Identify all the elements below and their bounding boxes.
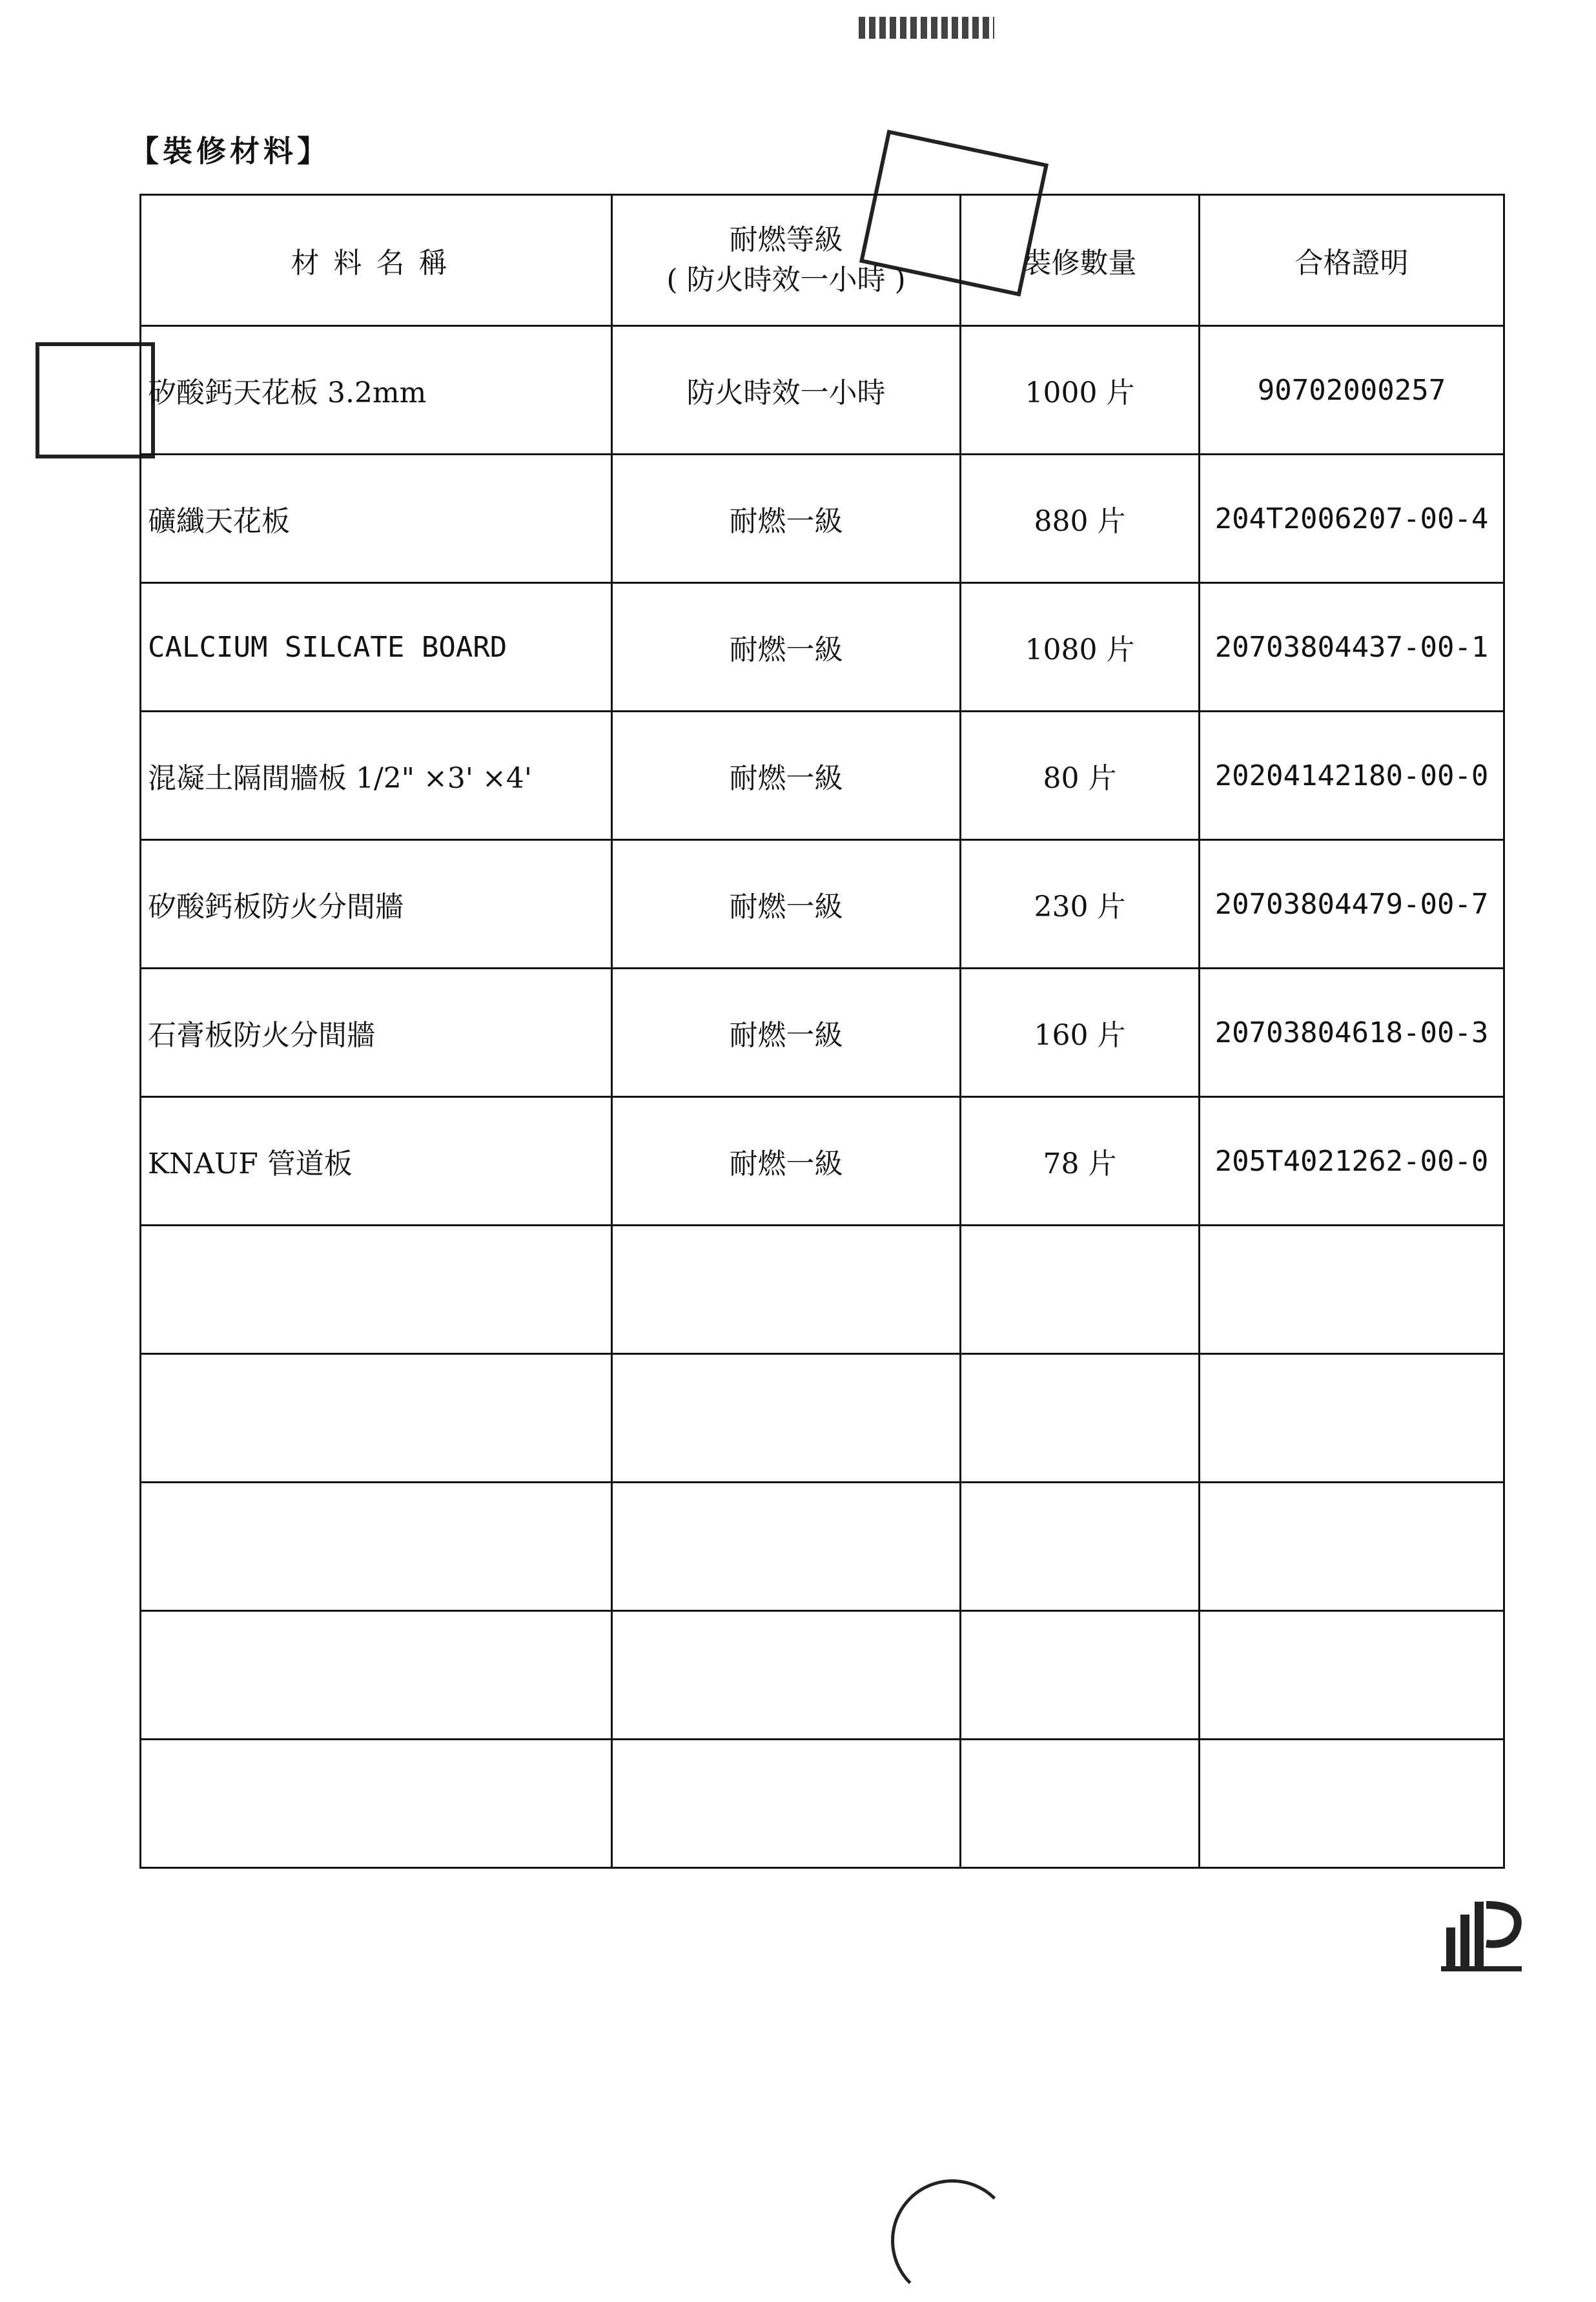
row-name: KNAUF 管道板 bbox=[141, 1097, 612, 1226]
empty-cell bbox=[612, 1740, 961, 1868]
header-material-name-label: 材料名稱 bbox=[291, 247, 462, 280]
table-row bbox=[141, 583, 1504, 712]
empty-row bbox=[141, 1483, 1504, 1611]
empty-cell bbox=[1200, 1354, 1504, 1483]
empty-cell bbox=[1200, 1483, 1504, 1611]
table-row bbox=[141, 840, 1504, 969]
row-name: CALCIUM SILCATE BOARD bbox=[141, 583, 612, 712]
empty-cell bbox=[141, 1226, 612, 1354]
section-title: 【裝修材料】 bbox=[129, 134, 331, 169]
row-name: 石膏板防火分間牆 bbox=[141, 969, 612, 1097]
row-grade: 耐燃一級 bbox=[612, 583, 961, 712]
row-grade: 耐燃一級 bbox=[612, 969, 961, 1097]
row-quantity: 1080 片 bbox=[961, 583, 1200, 712]
header-fire-grade-line1: 耐燃等級 bbox=[729, 223, 843, 256]
header-certificate: 合格證明 bbox=[1200, 195, 1504, 326]
empty-row bbox=[141, 1226, 1504, 1354]
row-certificate: 90702000257 bbox=[1200, 326, 1504, 455]
table-row bbox=[141, 455, 1504, 583]
header-fire-grade-line2: ( 防火時效一小時 ) bbox=[666, 263, 906, 296]
row-certificate: 20204142180-00-0 bbox=[1200, 712, 1504, 840]
empty-cell bbox=[612, 1226, 961, 1354]
row-certificate: 20703804618-00-3 bbox=[1200, 969, 1504, 1097]
row-quantity: 1000 片 bbox=[961, 326, 1200, 455]
scan-header-mark bbox=[859, 17, 994, 39]
empty-cell bbox=[612, 1354, 961, 1483]
materials-table bbox=[139, 194, 1505, 1869]
empty-cell bbox=[961, 1483, 1200, 1611]
row-name: 混凝土隔間牆板 1/2" ×3' ×4' bbox=[141, 712, 612, 840]
empty-cell bbox=[141, 1740, 612, 1868]
row-certificate: 204T2006207-00-4 bbox=[1200, 455, 1504, 583]
empty-cell bbox=[961, 1354, 1200, 1483]
empty-cell bbox=[1200, 1740, 1504, 1868]
row-name: 礦纖天花板 bbox=[141, 455, 612, 583]
row-grade: 耐燃一級 bbox=[612, 840, 961, 969]
row-certificate: 20703804437-00-1 bbox=[1200, 583, 1504, 712]
row-quantity: 80 片 bbox=[961, 712, 1200, 840]
empty-row bbox=[141, 1354, 1504, 1483]
table-row bbox=[141, 969, 1504, 1097]
empty-cell bbox=[961, 1611, 1200, 1740]
row-quantity: 160 片 bbox=[961, 969, 1200, 1097]
row-quantity: 78 片 bbox=[961, 1097, 1200, 1226]
row-certificate: 20703804479-00-7 bbox=[1200, 840, 1504, 969]
empty-row bbox=[141, 1740, 1504, 1868]
left-seal-stamp bbox=[36, 342, 155, 458]
row-quantity: 230 片 bbox=[961, 840, 1200, 969]
empty-cell bbox=[612, 1483, 961, 1611]
row-name: 矽酸鈣板防火分間牆 bbox=[141, 840, 612, 969]
row-grade: 耐燃一級 bbox=[612, 712, 961, 840]
row-grade: 耐燃一級 bbox=[612, 455, 961, 583]
company-logo-icon bbox=[1441, 1892, 1525, 1976]
bottom-stamp-arc bbox=[891, 2179, 1014, 2302]
empty-cell bbox=[1200, 1611, 1504, 1740]
row-grade: 防火時效一小時 bbox=[612, 326, 961, 455]
empty-cell bbox=[141, 1354, 612, 1483]
empty-cell bbox=[961, 1740, 1200, 1868]
empty-row bbox=[141, 1611, 1504, 1740]
table-row bbox=[141, 326, 1504, 455]
row-quantity: 880 片 bbox=[961, 455, 1200, 583]
empty-cell bbox=[961, 1226, 1200, 1354]
row-grade: 耐燃一級 bbox=[612, 1097, 961, 1226]
header-material-name bbox=[141, 195, 612, 326]
bottom-partial-stamp bbox=[891, 2160, 1162, 2257]
empty-cell bbox=[612, 1611, 961, 1740]
table-row bbox=[141, 1097, 1504, 1226]
row-name: 矽酸鈣天花板 3.2mm bbox=[141, 326, 612, 455]
empty-cell bbox=[141, 1483, 612, 1611]
empty-cell bbox=[141, 1611, 612, 1740]
row-certificate: 205T4021262-00-0 bbox=[1200, 1097, 1504, 1226]
table-header-row bbox=[141, 195, 1504, 326]
header-quantity: 裝修數量 bbox=[961, 195, 1200, 326]
header-fire-grade bbox=[612, 195, 961, 326]
empty-cell bbox=[1200, 1226, 1504, 1354]
table-row bbox=[141, 712, 1504, 840]
